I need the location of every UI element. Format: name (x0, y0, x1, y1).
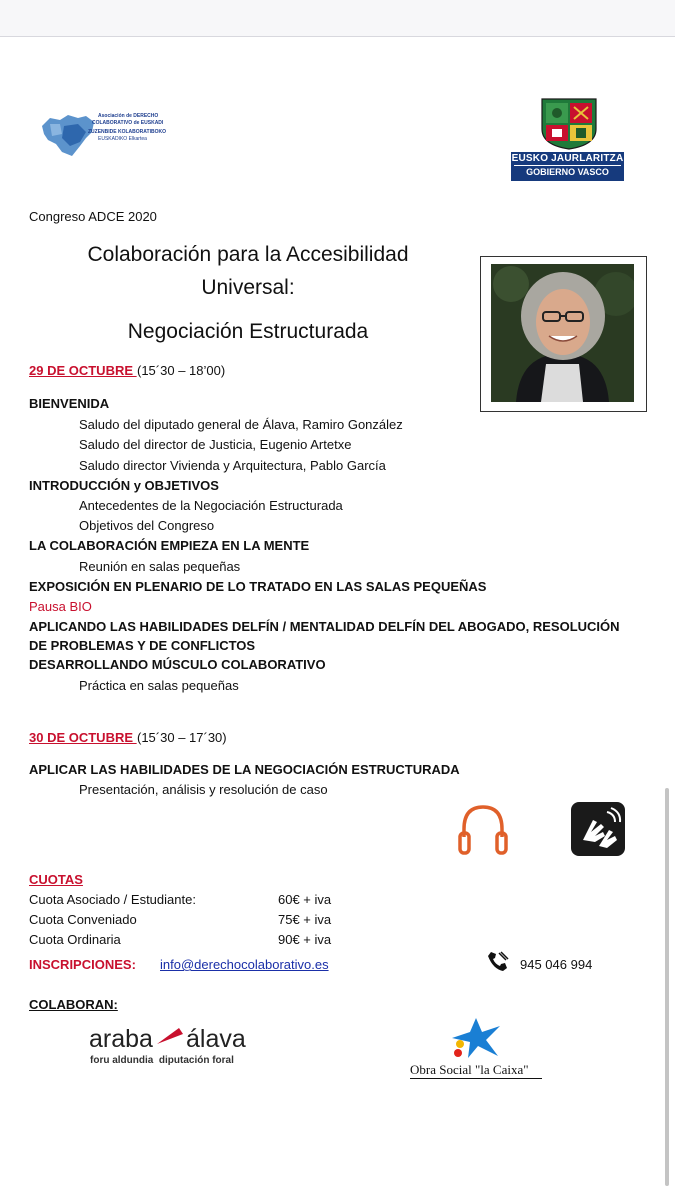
title-line-2: Universal: (201, 276, 295, 299)
la-caixa-text: Obra Social "la Caixa" (410, 1062, 529, 1077)
gobierno-text-1: EUSKO JAURLARITZA (511, 153, 624, 164)
colaboran-heading: COLABORAN: (29, 997, 118, 1012)
la-caixa-star-icon (448, 1016, 504, 1060)
agenda-item: Práctica en salas pequeñas (79, 678, 239, 693)
basque-coat-of-arms-icon (536, 95, 602, 151)
email-link[interactable]: info@derechocolaborativo.es (160, 957, 329, 972)
alava-text: álava (186, 1025, 246, 1053)
basque-map-icon (40, 112, 100, 160)
speaker-photo (491, 264, 634, 402)
scrollbar[interactable] (665, 788, 669, 1186)
agenda-heading-introduccion: INTRODUCCIÓN y OBJETIVOS (29, 478, 219, 493)
browser-top-bar (0, 0, 675, 37)
agenda-heading-bienvenida: BIENVENIDA (29, 396, 110, 411)
day2-date: 30 DE OCTUBRE (29, 730, 137, 745)
agenda-item: Saludo director Vivienda y Arquitectura, Pablo García (79, 458, 386, 473)
adce-text-4: EUSKADIKO Elkartea (98, 136, 147, 142)
araba-flag-icon (157, 1028, 183, 1046)
adce-text-2: COLABORATIVO de EUSKADI (92, 120, 164, 126)
inscripciones-label: INSCRIPCIONES: (29, 957, 136, 972)
agenda-item: Antecedentes de la Negociación Estructurada (79, 498, 343, 513)
fee-value: 60€ + iva (278, 892, 332, 907)
fee-label: Cuota Asociado / Estudiante: (29, 892, 196, 907)
agenda-item: Objetivos del Congreso (79, 518, 215, 533)
agenda-item: Saludo del diputado general de Álava, Ramiro González (79, 417, 403, 432)
araba-alava-logo (89, 1024, 269, 1072)
fee-label: Cuota Conveniado (29, 912, 137, 927)
la-caixa-underline (410, 1078, 542, 1079)
fee-value: 90€ + iva (278, 932, 332, 947)
gobierno-text-2: GOBIERNO VASCO (514, 165, 621, 178)
phone-number: 945 046 994 (520, 957, 593, 972)
agenda-item: Presentación, análisis y resolución de caso (79, 782, 328, 797)
adce-logo (40, 112, 170, 162)
title-line-1: Colaboración para la Accesibilidad (87, 243, 409, 266)
agenda-heading-delfin-cont: DE PROBLEMAS Y DE CONFLICTOS (29, 638, 256, 653)
title-line-3: Negociación Estructurada (127, 320, 369, 343)
agenda-item: Reunión en salas pequeñas (79, 559, 241, 574)
day2-time: (15´30 – 17´30) (137, 730, 227, 745)
agenda-heading-colaboracion: LA COLABORACIÓN EMPIEZA EN LA MENTE (29, 538, 310, 553)
cuotas-heading: CUOTAS (29, 872, 83, 887)
agenda-heading-exposicion: EXPOSICIÓN EN PLENARIO DE LO TRATADO EN LAS SALAS PEQUEÑAS (29, 579, 487, 594)
gobierno-vasco-logo (511, 152, 624, 181)
fee-label: Cuota Ordinaria (29, 932, 121, 947)
day1-date: 29 DE OCTUBRE (29, 363, 137, 378)
araba-text: araba (89, 1025, 153, 1053)
sign-language-icon (571, 802, 625, 856)
agenda-pause: Pausa BIO (29, 599, 92, 614)
agenda-heading-delfin: APLICANDO LAS HABILIDADES DELFÍN / MENTALIDAD DELFÍN DEL ABOGADO, RESOLUCIÓN (29, 619, 620, 634)
speaker-portrait-icon (491, 264, 634, 402)
adce-text-3: ZUZENBIDE KOLABORATIBOKO (88, 129, 166, 135)
phone-icon (487, 950, 509, 972)
day1-time: (15´30 – 18’00) (137, 363, 226, 378)
congreso-label: Congreso ADCE 2020 (29, 209, 157, 224)
fee-value: 75€ + iva (278, 912, 332, 927)
araba-subtext: foru aldundia diputación foral (90, 1055, 234, 1066)
agenda-item: Saludo del director de Justicia, Eugenio Artetxe (79, 437, 352, 452)
adce-text-1: Asociación de DERECHO (98, 113, 159, 119)
agenda-heading-musculo: DESARROLLANDO MÚSCULO COLABORATIVO (29, 657, 326, 672)
agenda-heading-aplicar: APLICAR LAS HABILIDADES DE LA NEGOCIACIÓN ESTRUCTURADA (29, 762, 460, 777)
headphones-icon (456, 801, 510, 857)
